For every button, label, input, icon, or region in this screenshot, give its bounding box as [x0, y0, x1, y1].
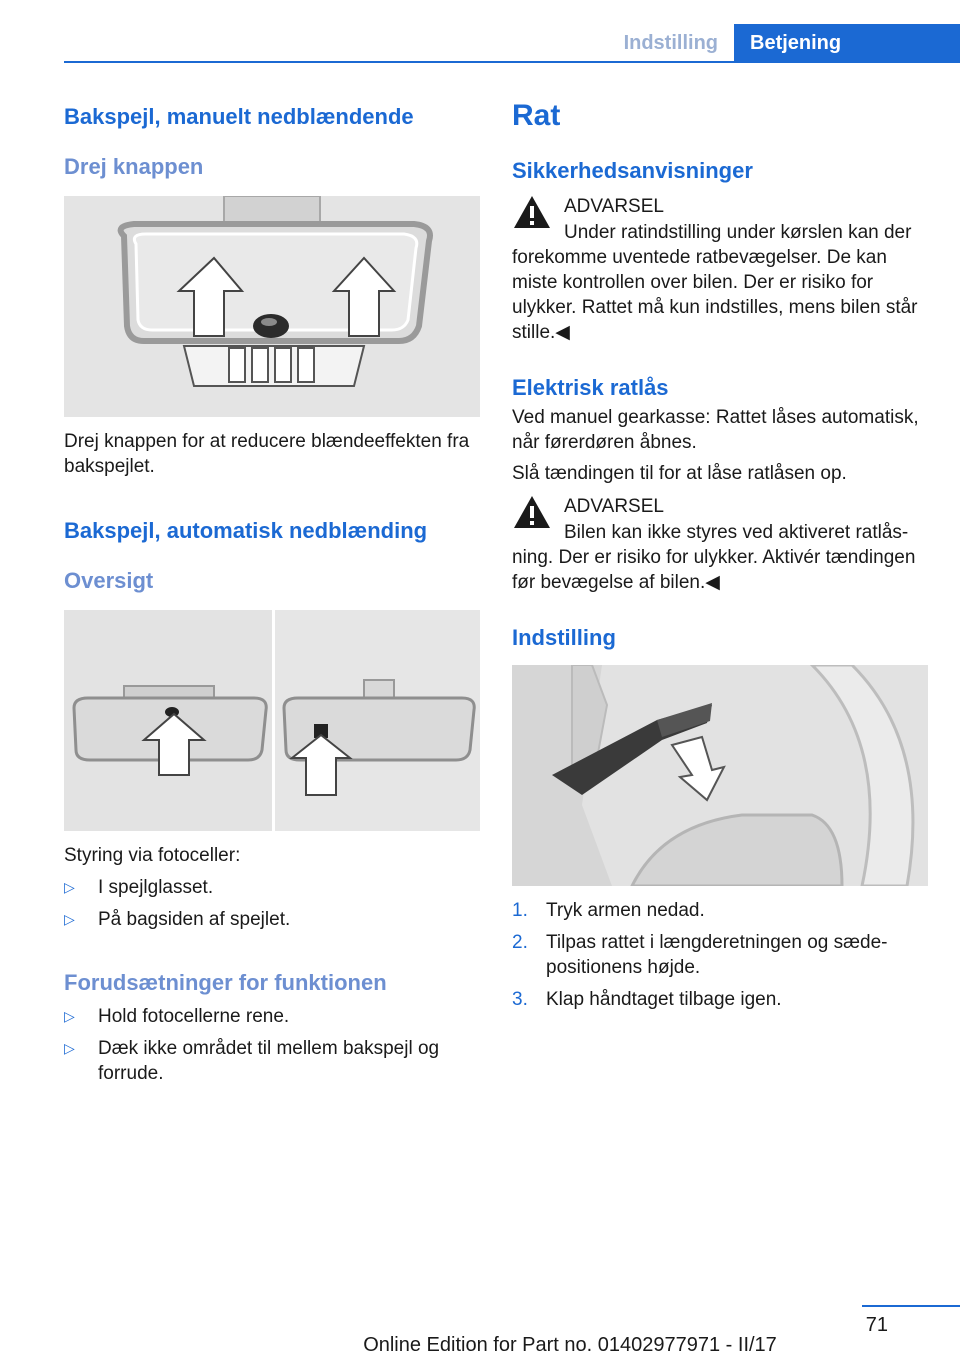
- paragraph-lock-2: Slå tændingen til for at låse ratlåsen op.: [512, 463, 847, 484]
- list-photocells: [64, 875, 480, 932]
- figure-auto-mirror: [64, 610, 480, 831]
- figure-steering-lever: [512, 665, 928, 886]
- heading-electric-lock: Elektrisk ratlås: [512, 375, 669, 400]
- tab-betjening: Betjening: [734, 24, 960, 62]
- list-item: 1. Tryk armen nedad.: [512, 900, 705, 921]
- paragraph-lock-1: Ved manuel gearkasse: Rattet låses automatisk, når førerdøren åbnes.: [512, 407, 919, 453]
- warning-triangle-icon: [512, 194, 552, 230]
- list-prerequisites: [64, 1004, 480, 1086]
- steering-lever-illustration: [512, 665, 928, 886]
- warning-text: Bilen kan ikke styres ved aktiveret ratlåsning. Der er risiko for ulykker. Aktivér tændingen før bevægelse af bilen.◀: [512, 522, 916, 593]
- warning-box-1: [512, 194, 928, 345]
- triangle-bullet-icon: ▷: [64, 1040, 75, 1056]
- list-item: ▷ Hold fotocellerne rene.: [64, 1006, 290, 1027]
- list-item: 2. Tilpas rattet i længderetningen og sædepositionens højde.: [512, 932, 888, 978]
- footer-divider: [862, 1305, 960, 1307]
- warning-box-2: [512, 494, 928, 595]
- figure-manual-mirror: [64, 196, 480, 417]
- heading-safety: Sikkerhedsanvisninger: [512, 158, 753, 183]
- list-item: ▷ I spejlglasset.: [64, 877, 214, 898]
- heading-adjustment: Indstilling: [512, 625, 616, 650]
- heading-manual-mirror: Bakspejl, manuelt nedblændende: [64, 104, 414, 129]
- list-item: ▷ På bagsiden af spejlet.: [64, 909, 291, 930]
- heading-overview: Oversigt: [64, 568, 154, 593]
- footer-edition: Online Edition for Part no. 01402977971 - II/17: [363, 1334, 777, 1356]
- warning-title: ADVARSEL: [564, 196, 664, 217]
- right-column: [512, 96, 928, 1012]
- warning-text: Under ratindstilling under kørslen kan der forekomme uventede ratbevægelser. De kan miste kontrollen over bilen. Der er risiko for ulykker. Rattet må kun indstilles, mens bilen står stille.◀: [512, 222, 918, 343]
- list-item: ▷ Dæk ikke området til mellem bakspejl og forrude.: [64, 1038, 440, 1084]
- header-tabs: [614, 24, 960, 62]
- warning-triangle-icon: [512, 494, 552, 530]
- page-number: 71: [865, 1314, 888, 1336]
- photocell-illustration: [64, 610, 480, 831]
- warning-title: ADVARSEL: [564, 496, 664, 517]
- heading-prerequisites: Forudsætninger for funktionen: [64, 970, 387, 995]
- left-column: [64, 96, 480, 1086]
- heading-steering-wheel: Rat: [512, 99, 561, 132]
- mirror-knob-illustration: [64, 196, 480, 417]
- triangle-bullet-icon: ▷: [64, 1008, 75, 1024]
- list-steps: [512, 898, 928, 1012]
- paragraph-photocell-control: Styring via fotoceller:: [64, 845, 241, 866]
- triangle-bullet-icon: ▷: [64, 879, 75, 895]
- header-divider: [64, 61, 960, 63]
- heading-auto-mirror: Bakspejl, automatisk nedblænding: [64, 518, 428, 543]
- paragraph-turn-knob: Drej knappen for at reducere blændeeffekten fra bakspejlet.: [64, 431, 470, 477]
- list-item: 3. Klap håndtaget tilbage igen.: [512, 989, 782, 1010]
- heading-turn-knob: Drej knappen: [64, 154, 204, 179]
- triangle-bullet-icon: ▷: [64, 911, 75, 927]
- tab-indstilling: Indstilling: [623, 31, 718, 54]
